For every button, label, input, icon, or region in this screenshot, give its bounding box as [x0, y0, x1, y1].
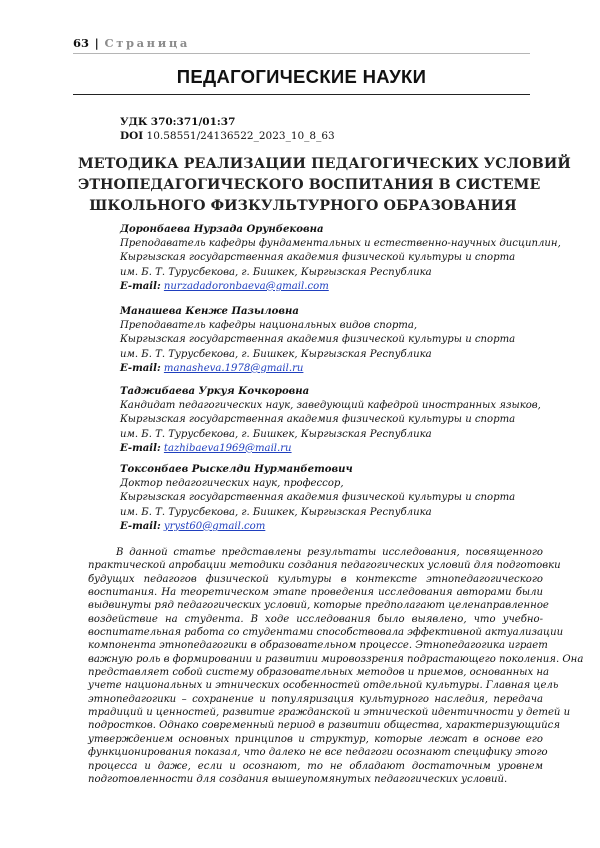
abstract-line: утверждением основных принципов и структур, которые лежат в основе его [88, 733, 543, 745]
header-label: Страница [104, 36, 190, 50]
author-name: Токсонбаев Рыскелди Нурманбетович [120, 464, 353, 475]
abstract [88, 546, 584, 786]
email-label: E-mail: [120, 362, 161, 374]
abstract-line: подготовленности для создания вышеупомянутых педагогических условий. [88, 773, 508, 785]
email-label: E-mail: [120, 280, 161, 292]
author-affiliation-line: Кыргызская государственная академия физической культуры и спорта [120, 414, 516, 426]
udc-label: УДК [120, 116, 148, 128]
abstract-line: процесса и даже, если и осознают, то не обладают достаточным уровнем [88, 760, 543, 772]
page-number: 63 [73, 36, 90, 50]
abstract-line: выдвинуты ряд педагогических условий, которые предполагают целенаправленное [88, 600, 549, 612]
doi-value: 10.58551/24136522_2023_10_8_63 [146, 130, 335, 142]
author-block [120, 385, 550, 456]
udc-value: 370:371/01:37 [150, 116, 236, 128]
author-email-row [120, 280, 550, 294]
author-affiliation-line: им. Б. Т. Турусбекова, г. Бишкек, Кыргызская Республика [120, 266, 432, 278]
abstract-line: В данной статье представлены результаты исследования, посвященного [116, 547, 543, 558]
author-email-link[interactable]: nurzadadoronbaeva@gmail.com [163, 280, 329, 292]
author-email-row [120, 520, 550, 534]
author-email-link[interactable]: manasheva.1978@gmail.ru [163, 362, 304, 374]
author-name: Таджибаева Уркуя Кочкоровна [120, 386, 310, 397]
author-block [120, 463, 550, 534]
article-title-line: МЕТОДИКА РЕАЛИЗАЦИИ ПЕДАГОГИЧЕСКИХ УСЛОВИЙ [78, 156, 571, 172]
abstract-line: будущих педагогов физической культуры в контексте этнопедагогического [88, 573, 543, 585]
abstract-line: подростков. Однако современный период в развитии общества, характеризующийся [88, 720, 561, 732]
article-title [78, 154, 571, 217]
author-block [120, 223, 561, 294]
author-affiliation-line: Преподаватель кафедры фундаментальных и естественно-научных дисциплин, [120, 238, 561, 250]
abstract-line: воспитания. На теоретическом этапе проведения исследования авторами были [88, 587, 543, 599]
abstract-line: традиций и ценностей, развитие гражданской и этнической идентичности у детей и [88, 707, 571, 719]
section-rule [73, 94, 530, 95]
abstract-line: этнопедагогики – сохранение и популяризация культурного наследия, передача [88, 693, 543, 705]
author-affiliation-line: Кыргызская государственная академия физической культуры и спорта [120, 492, 516, 504]
header-rule [73, 53, 530, 54]
author-email-row [120, 362, 550, 376]
abstract-line: воздействие на студента. В ходе исследования было выявлено, что учебно- [88, 613, 543, 625]
header-separator: | [94, 36, 99, 50]
author-name: Доронбаева Нурзада Орунбековна [120, 224, 324, 235]
udc-line [120, 116, 235, 128]
author-email-link[interactable]: yryst60@gmail.com [163, 520, 266, 532]
author-email-link[interactable]: tazhibaeva1969@mail.ru [163, 442, 292, 454]
doi-line [120, 130, 335, 142]
doi-label: DOI [120, 130, 144, 142]
author-name: Манашева Кенже Пазыловна [120, 306, 299, 317]
abstract-line: важную роль в формировании и развитии мировоззрения подрастающего поколения. Она [88, 653, 584, 665]
email-label: E-mail: [120, 520, 161, 532]
author-affiliation-line: Преподаватель кафедры национальных видов спорта, [120, 320, 418, 332]
author-affiliation-line: Кандидат педагогических наук, заведующий кафедрой иностранных языков, [120, 400, 541, 412]
email-label: E-mail: [120, 442, 161, 454]
abstract-line: воспитательная работа со студентами способствовала эффективной актуализации [88, 627, 564, 639]
author-block [120, 305, 550, 376]
author-affiliation-line: Кыргызская государственная академия физической культуры и спорта [120, 334, 516, 346]
abstract-line: функционирования показал, что далеко не все педагоги осознают специфику этого [88, 747, 548, 759]
article-title-line: ЭТНОПЕДАГОГИЧЕСКОГО ВОСПИТАНИЯ В СИСТЕМЕ [78, 177, 541, 193]
abstract-line: практической апробации методики создания педагогических условий для подготовки [88, 560, 561, 572]
abstract-line: учете национальных и этнических особенностей отдельной культуры. Главная цель [88, 680, 559, 692]
running-header [73, 36, 190, 50]
section-title: ПЕДАГОГИЧЕСКИЕ НАУКИ [176, 66, 427, 87]
author-affiliation-line: им. Б. Т. Турусбекова, г. Бишкек, Кыргызская Республика [120, 428, 432, 440]
abstract-line: компонента этнопедагогики в образовательном процессе. Этнопедагогика играет [88, 640, 548, 652]
author-affiliation-line: Кыргызская государственная академия физической культуры и спорта [120, 252, 516, 264]
author-affiliation-line: Доктор педагогических наук, профессор, [120, 478, 344, 490]
article-title-line: ШКОЛЬНОГО ФИЗКУЛЬТУРНОГО ОБРАЗОВАНИЯ [89, 198, 517, 214]
abstract-line: представляет собой систему образовательных методов и приемов, основанных на [88, 667, 550, 679]
author-affiliation-line: им. Б. Т. Турусбекова, г. Бишкек, Кыргызская Республика [120, 348, 432, 360]
author-affiliation-line: им. Б. Т. Турусбекова, г. Бишкек, Кыргызская Республика [120, 506, 432, 518]
author-email-row [120, 442, 550, 456]
